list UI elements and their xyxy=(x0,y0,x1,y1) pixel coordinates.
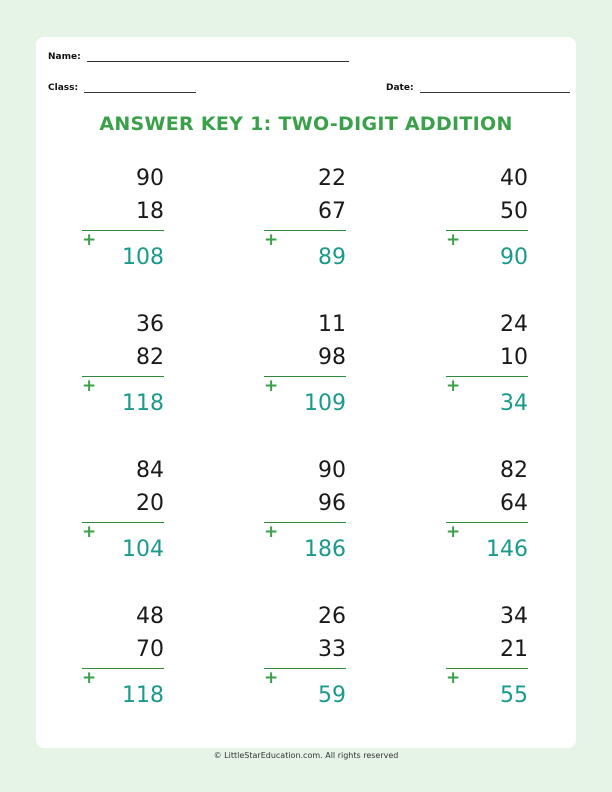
plus-sign: + xyxy=(264,522,279,542)
addition-problem xyxy=(446,606,528,716)
addition-problem xyxy=(82,314,164,424)
first-addend: 36 xyxy=(136,312,164,337)
class-field xyxy=(48,82,196,93)
first-addend: 26 xyxy=(318,604,346,629)
second-addend: 10 xyxy=(500,345,528,370)
plus-sign: + xyxy=(82,668,97,688)
answer-sum: 118 xyxy=(122,391,164,416)
second-addend: 20 xyxy=(136,491,164,516)
addition-problem xyxy=(264,460,346,570)
second-addend: 98 xyxy=(318,345,346,370)
answer-sum: 89 xyxy=(318,245,346,270)
first-addend: 24 xyxy=(500,312,528,337)
plus-sign: + xyxy=(446,376,461,396)
answer-sum: 34 xyxy=(500,391,528,416)
footer-copyright: © LittleStarEducation.com. All rights reserved xyxy=(213,751,399,760)
first-addend: 82 xyxy=(500,458,528,483)
class-line[interactable] xyxy=(84,82,196,93)
first-addend: 22 xyxy=(318,166,346,191)
answer-sum: 108 xyxy=(122,245,164,270)
worksheet-sheet xyxy=(36,37,576,748)
first-addend: 11 xyxy=(318,312,346,337)
plus-sign: + xyxy=(264,230,279,250)
plus-sign: + xyxy=(82,522,97,542)
plus-sign: + xyxy=(446,668,461,688)
addition-problem xyxy=(264,606,346,716)
addition-problem xyxy=(446,168,528,278)
second-addend: 50 xyxy=(500,199,528,224)
plus-sign: + xyxy=(264,376,279,396)
second-addend: 70 xyxy=(136,637,164,662)
addition-problem xyxy=(446,314,528,424)
answer-sum: 109 xyxy=(304,391,346,416)
answer-sum: 104 xyxy=(122,537,164,562)
addition-problem xyxy=(264,168,346,278)
plus-sign: + xyxy=(446,230,461,250)
answer-sum: 55 xyxy=(500,683,528,708)
second-addend: 33 xyxy=(318,637,346,662)
plus-sign: + xyxy=(264,668,279,688)
first-addend: 48 xyxy=(136,604,164,629)
name-label: Name: xyxy=(48,52,81,62)
first-addend: 40 xyxy=(500,166,528,191)
second-addend: 67 xyxy=(318,199,346,224)
addition-problem xyxy=(82,168,164,278)
second-addend: 64 xyxy=(500,491,528,516)
addition-problem xyxy=(264,314,346,424)
answer-sum: 90 xyxy=(500,245,528,270)
name-field xyxy=(48,51,349,62)
plus-sign: + xyxy=(82,376,97,396)
class-label: Class: xyxy=(48,83,79,93)
date-line[interactable] xyxy=(420,82,570,93)
answer-sum: 186 xyxy=(304,537,346,562)
second-addend: 96 xyxy=(318,491,346,516)
first-addend: 90 xyxy=(136,166,164,191)
first-addend: 84 xyxy=(136,458,164,483)
addition-problem xyxy=(82,460,164,570)
second-addend: 21 xyxy=(500,637,528,662)
date-label: Date: xyxy=(386,83,414,93)
name-line[interactable] xyxy=(87,51,349,62)
first-addend: 34 xyxy=(500,604,528,629)
page-title: ANSWER KEY 1: TWO-DIGIT ADDITION xyxy=(99,113,513,135)
second-addend: 18 xyxy=(136,199,164,224)
date-field xyxy=(386,82,570,93)
plus-sign: + xyxy=(82,230,97,250)
second-addend: 82 xyxy=(136,345,164,370)
answer-sum: 118 xyxy=(122,683,164,708)
first-addend: 90 xyxy=(318,458,346,483)
plus-sign: + xyxy=(446,522,461,542)
addition-problem xyxy=(82,606,164,716)
addition-problem xyxy=(446,460,528,570)
answer-sum: 59 xyxy=(318,683,346,708)
answer-sum: 146 xyxy=(486,537,528,562)
